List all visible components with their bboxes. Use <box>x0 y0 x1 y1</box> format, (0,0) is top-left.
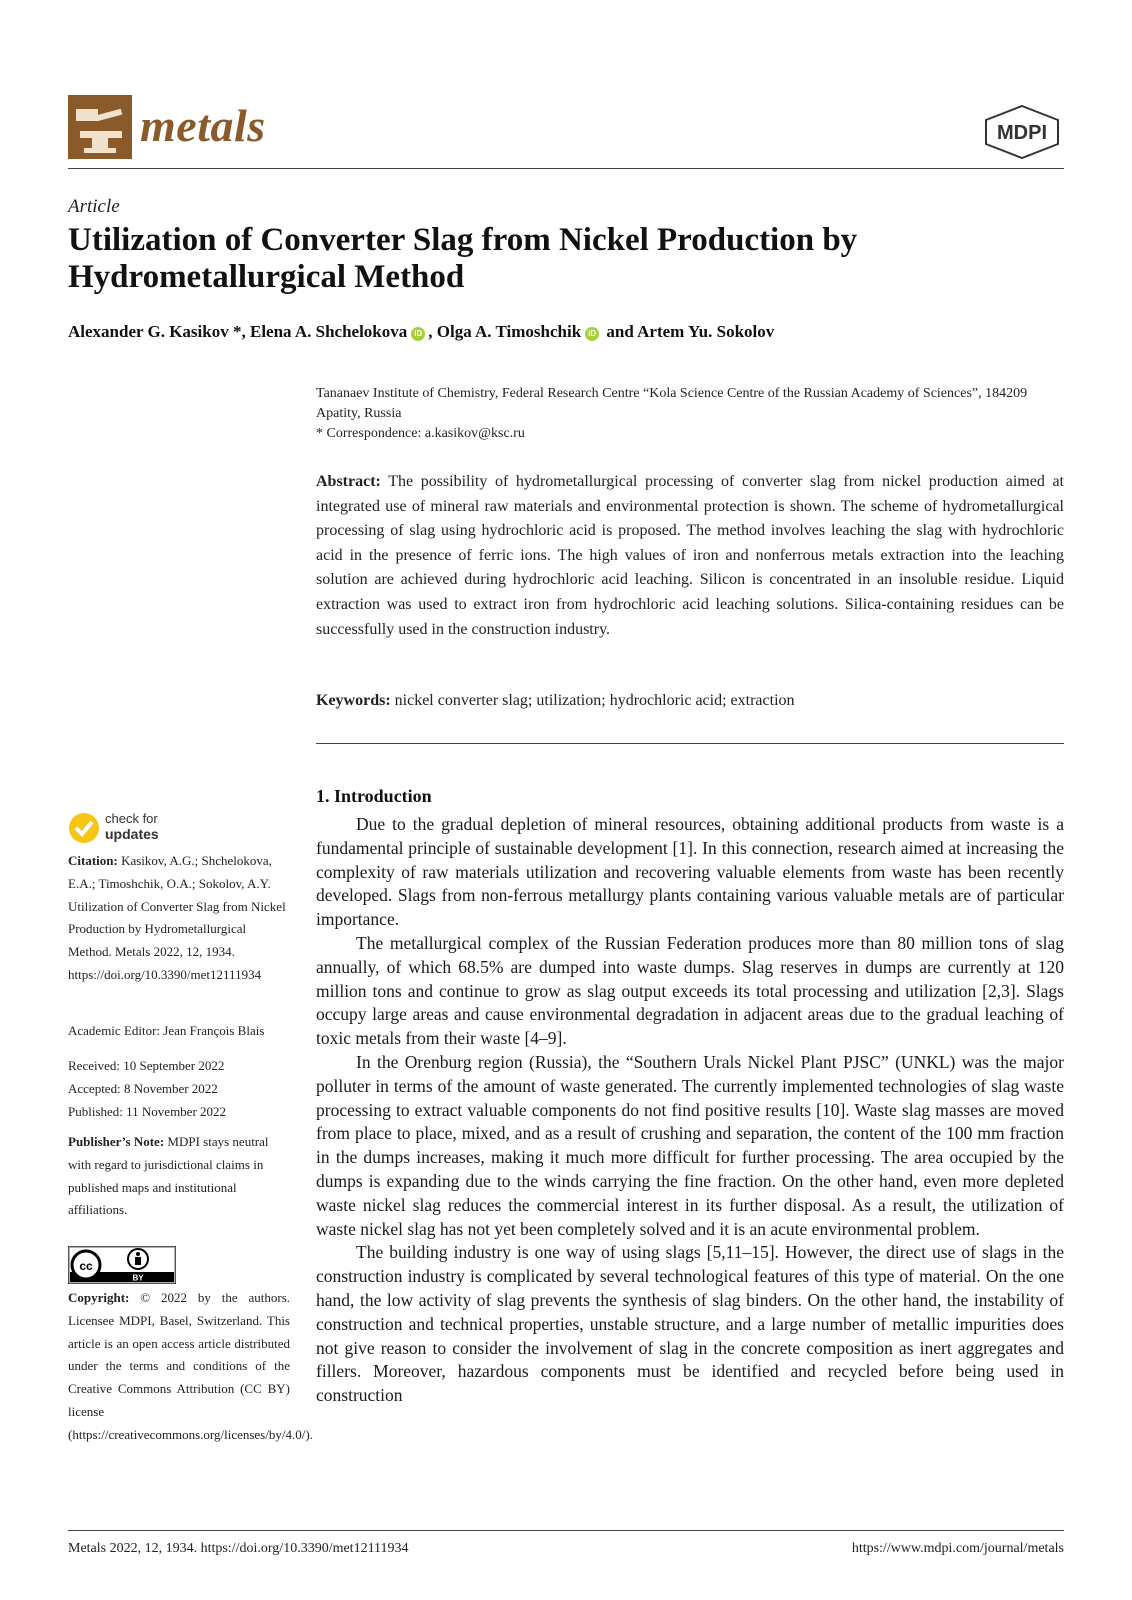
copyright-label: Copyright: <box>68 1290 130 1305</box>
keywords-label: Keywords: <box>316 692 391 709</box>
copyright-text: © 2022 by the authors. Licensee MDPI, Basel, Switzerland. This article is an open access article distributed under the terms and conditions of the Creative Commons Attribution (CC BY) license (https://creativecommons.org/licenses/by/4.0/). <box>68 1290 313 1442</box>
abstract-text: The possibility of hydrometallurgical processing of converter slag from nickel production aimed at integrated use of mineral raw materials and environmental protection is shown. The scheme of hydrometallurgical processing of slag using hydrochloric acid is proposed. The method involves leaching the slag with hydrochloric acid in the presence of ferric ions. The high values of iron and nonferrous metals extraction into the leaching solution are achieved during hydrochloric acid leaching. Silicon is concentrated in an insoluble residue. Liquid extraction was used to extract iron from hydrochloric acid leaching solutions. Silica-containing residues can be successfully used in the construction industry. <box>316 473 1064 638</box>
footer-divider <box>68 1530 1064 1531</box>
section-heading: 1. Introduction <box>316 786 432 806</box>
article-type: Article <box>68 196 120 217</box>
svg-text:cc: cc <box>79 1259 93 1273</box>
metals-logo-icon <box>68 95 132 159</box>
mdpi-logo-text: MDPI <box>997 122 1047 144</box>
paragraph: The metallurgical complex of the Russian Federation produces more than 80 million tons of slag annually, of which 68.5% are dumped into waste dumps. Slag reserves in dumps are currently at 120 million tons and continue to grow as slag output exceeds its total processing and utilization [2,3]. Slags occupy large areas and cause environmental degradation in adjacent areas due to the gradual leaching of toxic metals from their waste [4–9]. <box>316 932 1064 1049</box>
header-divider <box>68 168 1064 169</box>
journal-name: metals <box>140 100 266 151</box>
correspondence: * Correspondence: a.kasikov@ksc.ru <box>316 426 525 441</box>
citation <box>68 850 290 987</box>
check-for-updates-icon[interactable] <box>68 812 100 844</box>
received-date: Received: 10 September 2022 <box>68 1058 225 1073</box>
paragraph: In the Orenburg region (Russia), the “Southern Urals Nickel Plant PJSC” (UNKL) was the major polluter in terms of the amount of waste generated. The currently implemented technologies of slag waste processing to extract valuable components do not find positive results [10]. Waste slag masses are moved from place to place, mixed, and as a result of crushing and separation, the content of the 100 mm fraction in the dumps increases, making it much more difficult for further processing. The area occupied by the dumps is expanding due to the winds carrying the fine fraction. On the other hand, even more depleted waste nickel slag reduces the commercial interest in its further disposal. As a result, the utilization of waste nickel slag has not yet been completely solved and it is an acute environmental problem. <box>316 1051 1064 1239</box>
publisher-note-text: MDPI stays neutral with regard to jurisdictional claims in published maps and institutional affiliations. <box>68 1134 269 1218</box>
copyright <box>68 1287 313 1447</box>
keywords-text: nickel converter slag; utilization; hydrochloric acid; extraction <box>394 692 795 709</box>
footer-citation: Metals 2022, 12, 1934. https://doi.org/10.3390/met12111934 <box>68 1541 409 1556</box>
check-updates-label[interactable]: check for <box>105 811 158 826</box>
citation-text: Kasikov, A.G.; Shchelokova, E.A.; Timoshchik, O.A.; Sokolov, A.Y. Utilization of Converter Slag from Nickel Production by Hydrometallurgical Method. Metals 2022, 12, 1934. https://doi.org/10.3390/met12111934 <box>68 853 286 982</box>
citation-label: Citation: <box>68 853 118 868</box>
academic-editor: Academic Editor: Jean François Blais <box>68 1023 265 1038</box>
paragraph: Due to the gradual depletion of mineral resources, obtaining additional products from waste is a fundamental principle of sustainable development [1]. In this connection, research aimed at increasing the complexity of raw materials utilization and recovering valuable elements from waste has been recently developed. Slags from non-ferrous metallurgy plants containing various valuable metals are of particular importance. <box>316 814 1064 930</box>
affiliation: Tananaev Institute of Chemistry, Federal Research Centre “Kola Science Centre of the Russian Academy of Sciences”, 184209 Apatity, Russia <box>316 386 1028 421</box>
author-list <box>68 320 1058 344</box>
author-names-2: , Olga A. Timoshchik <box>428 322 582 341</box>
mdpi-logo-icon <box>982 104 1062 160</box>
abstract-divider <box>316 743 1064 744</box>
paragraph: The building industry is one way of using slags [5,11–15]. However, the direct use of slags in the construction industry is complicated by several technological features of this type of material. On the one hand, the low activity of slag prevents the synthesis of slag binders. On the other hand, the instability of construction and technical properties, unstable structure, and a large number of metallic impurities does not give reason to consider the involvement of slag in the concrete composition as inert aggregates and fillers. Moreover, hazardous components must be identified and recycled before being used in construction <box>316 1242 1064 1406</box>
published-date: Published: 11 November 2022 <box>68 1103 227 1119</box>
check-updates-label-bold[interactable]: updates <box>105 826 159 842</box>
abstract-label: Abstract: <box>316 473 381 490</box>
footer-journal-url[interactable]: https://www.mdpi.com/journal/metals <box>851 1541 1064 1556</box>
orcid-icon[interactable]: iD <box>585 327 599 341</box>
cc-by-license-icon[interactable] <box>68 1246 176 1284</box>
article-title: Utilization of Converter Slag from Nickel Production by Hydrometallurgical Method <box>68 222 858 295</box>
publisher-note <box>68 1131 290 1222</box>
author-names-3: and Artem Yu. Sokolov <box>602 322 775 341</box>
author-names-1: Alexander G. Kasikov *, Elena A. Shchelokova <box>68 322 408 341</box>
accepted-date: Accepted: 8 November 2022 <box>68 1080 218 1096</box>
keywords <box>316 692 1064 710</box>
cc-badge-text: BY <box>132 1273 144 1283</box>
publication-dates <box>68 1055 290 1123</box>
publisher-note-label: Publisher’s Note: <box>68 1134 165 1149</box>
orcid-icon[interactable]: iD <box>411 327 425 341</box>
body-text <box>316 813 1064 1408</box>
abstract <box>316 470 1064 642</box>
